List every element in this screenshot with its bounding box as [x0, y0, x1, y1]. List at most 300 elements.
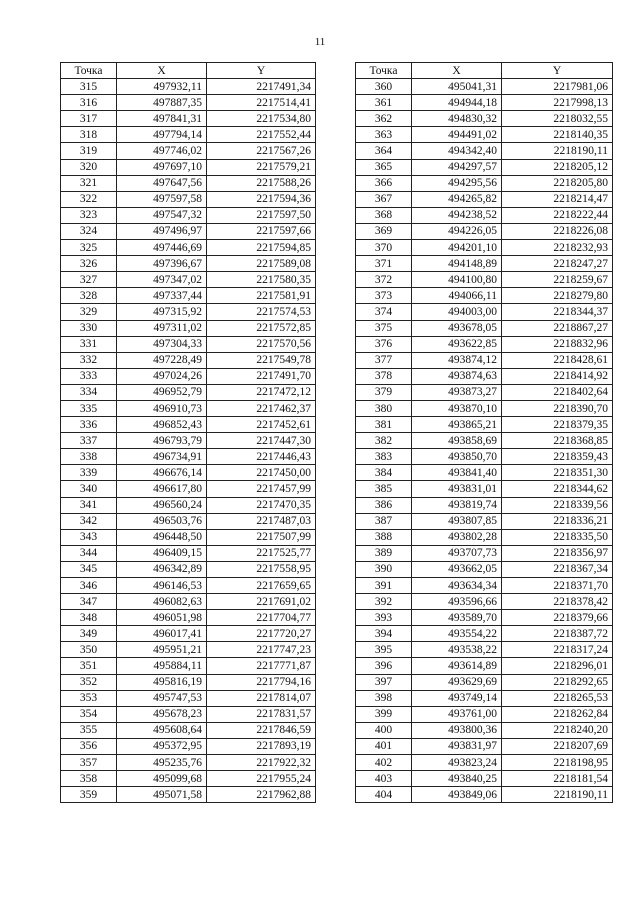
y-coordinate-cell: 2218402,64	[502, 384, 613, 400]
y-coordinate-cell: 2217831,57	[207, 706, 316, 722]
table-row	[356, 578, 613, 594]
table-row	[61, 159, 316, 175]
point-number-cell: 400	[356, 722, 412, 738]
point-number-cell: 338	[61, 449, 117, 465]
point-number-cell: 335	[61, 400, 117, 416]
point-number-cell: 340	[61, 481, 117, 497]
y-coordinate-cell: 2217720,27	[207, 626, 316, 642]
y-coordinate-cell: 2217962,88	[207, 787, 316, 803]
table-row	[356, 111, 613, 127]
x-coordinate-cell: 493823,24	[412, 755, 502, 771]
point-number-cell: 399	[356, 706, 412, 722]
table-row	[61, 79, 316, 95]
point-number-cell: 390	[356, 561, 412, 577]
point-number-cell: 343	[61, 529, 117, 545]
y-coordinate-cell: 2218368,85	[502, 433, 613, 449]
x-coordinate-cell: 494066,11	[412, 288, 502, 304]
y-coordinate-cell: 2218247,27	[502, 256, 613, 272]
y-coordinate-cell: 2217552,44	[207, 127, 316, 143]
y-coordinate-cell: 2217704,77	[207, 610, 316, 626]
header-point: Точка	[61, 63, 117, 79]
table-row	[356, 223, 613, 239]
table-row	[61, 352, 316, 368]
y-coordinate-cell: 2218032,55	[502, 111, 613, 127]
x-coordinate-cell: 497337,44	[117, 288, 207, 304]
point-number-cell: 352	[61, 674, 117, 690]
point-number-cell: 381	[356, 417, 412, 433]
table-row	[356, 417, 613, 433]
table-row	[356, 400, 613, 416]
x-coordinate-cell: 495372,95	[117, 738, 207, 754]
table-row	[61, 545, 316, 561]
x-coordinate-cell: 496734,91	[117, 449, 207, 465]
table-row	[356, 384, 613, 400]
x-coordinate-cell: 496017,41	[117, 626, 207, 642]
y-coordinate-cell: 2217558,95	[207, 561, 316, 577]
y-coordinate-cell: 2218335,50	[502, 529, 613, 545]
x-coordinate-cell: 494295,56	[412, 175, 502, 191]
x-coordinate-cell: 495099,68	[117, 771, 207, 787]
table-header-row	[61, 63, 316, 79]
header-point: Точка	[356, 63, 412, 79]
point-number-cell: 327	[61, 272, 117, 288]
x-coordinate-cell: 493634,34	[412, 578, 502, 594]
x-coordinate-cell: 494238,52	[412, 207, 502, 223]
table-row	[356, 449, 613, 465]
x-coordinate-cell: 494491,02	[412, 127, 502, 143]
table-row	[356, 497, 613, 513]
table-row	[61, 722, 316, 738]
y-coordinate-cell: 2217814,07	[207, 690, 316, 706]
x-coordinate-cell: 496082,63	[117, 594, 207, 610]
table-row	[356, 304, 613, 320]
y-coordinate-cell: 2218198,95	[502, 755, 613, 771]
x-coordinate-cell: 495678,23	[117, 706, 207, 722]
y-coordinate-cell: 2217487,03	[207, 513, 316, 529]
table-row	[356, 738, 613, 754]
y-coordinate-cell: 2217846,59	[207, 722, 316, 738]
table-row	[356, 240, 613, 256]
point-number-cell: 336	[61, 417, 117, 433]
y-coordinate-cell: 2217579,21	[207, 159, 316, 175]
point-number-cell: 345	[61, 561, 117, 577]
point-number-cell: 388	[356, 529, 412, 545]
point-number-cell: 326	[61, 256, 117, 272]
y-coordinate-cell: 2217462,37	[207, 400, 316, 416]
point-number-cell: 324	[61, 223, 117, 239]
x-coordinate-cell: 494100,80	[412, 272, 502, 288]
table-row	[61, 240, 316, 256]
x-coordinate-cell: 493589,70	[412, 610, 502, 626]
point-number-cell: 350	[61, 642, 117, 658]
table-row	[356, 143, 613, 159]
y-coordinate-cell: 2218387,72	[502, 626, 613, 642]
point-number-cell: 359	[61, 787, 117, 803]
table-row	[356, 127, 613, 143]
point-number-cell: 372	[356, 272, 412, 288]
x-coordinate-cell: 495816,19	[117, 674, 207, 690]
table-row	[61, 272, 316, 288]
point-number-cell: 376	[356, 336, 412, 352]
y-coordinate-cell: 2217691,02	[207, 594, 316, 610]
y-coordinate-cell: 2217594,36	[207, 191, 316, 207]
x-coordinate-cell: 496448,50	[117, 529, 207, 545]
point-number-cell: 371	[356, 256, 412, 272]
point-number-cell: 360	[356, 79, 412, 95]
y-coordinate-cell: 2217457,99	[207, 481, 316, 497]
x-coordinate-cell: 493831,97	[412, 738, 502, 754]
table-row	[61, 481, 316, 497]
point-number-cell: 368	[356, 207, 412, 223]
x-coordinate-cell: 496910,73	[117, 400, 207, 416]
table-row	[61, 738, 316, 754]
y-coordinate-cell: 2218222,44	[502, 207, 613, 223]
table-row	[356, 79, 613, 95]
point-number-cell: 366	[356, 175, 412, 191]
x-coordinate-cell: 496146,53	[117, 578, 207, 594]
x-coordinate-cell: 494297,57	[412, 159, 502, 175]
point-number-cell: 379	[356, 384, 412, 400]
x-coordinate-cell: 493800,36	[412, 722, 502, 738]
x-coordinate-cell: 495041,31	[412, 79, 502, 95]
table-row	[61, 497, 316, 513]
point-number-cell: 337	[61, 433, 117, 449]
table-row	[61, 417, 316, 433]
y-coordinate-cell: 2217514,41	[207, 95, 316, 111]
x-coordinate-cell: 493874,63	[412, 368, 502, 384]
x-coordinate-cell: 496676,14	[117, 465, 207, 481]
table-row	[61, 561, 316, 577]
table-row	[356, 626, 613, 642]
y-coordinate-cell: 2218262,84	[502, 706, 613, 722]
point-number-cell: 344	[61, 545, 117, 561]
header-x: X	[412, 63, 502, 79]
x-coordinate-cell: 497347,02	[117, 272, 207, 288]
table-row	[356, 545, 613, 561]
y-coordinate-cell: 2217534,80	[207, 111, 316, 127]
y-coordinate-cell: 2218414,92	[502, 368, 613, 384]
point-number-cell: 318	[61, 127, 117, 143]
point-number-cell: 346	[61, 578, 117, 594]
y-coordinate-cell: 2217470,35	[207, 497, 316, 513]
x-coordinate-cell: 493761,00	[412, 706, 502, 722]
x-coordinate-cell: 493629,69	[412, 674, 502, 690]
header-y: Y	[207, 63, 316, 79]
point-number-cell: 356	[61, 738, 117, 754]
y-coordinate-cell: 2217507,99	[207, 529, 316, 545]
table-row	[61, 642, 316, 658]
y-coordinate-cell: 2218367,34	[502, 561, 613, 577]
point-number-cell: 339	[61, 465, 117, 481]
table-row	[61, 111, 316, 127]
x-coordinate-cell: 497746,02	[117, 143, 207, 159]
point-number-cell: 357	[61, 755, 117, 771]
x-coordinate-cell: 497887,35	[117, 95, 207, 111]
table-row	[356, 159, 613, 175]
table-header-row	[356, 63, 613, 79]
table-row	[61, 207, 316, 223]
y-coordinate-cell: 2218351,30	[502, 465, 613, 481]
y-coordinate-cell: 2217998,13	[502, 95, 613, 111]
y-coordinate-cell: 2218292,65	[502, 674, 613, 690]
table-row	[61, 143, 316, 159]
y-coordinate-cell: 2217525,77	[207, 545, 316, 561]
point-number-cell: 320	[61, 159, 117, 175]
y-coordinate-cell: 2217747,23	[207, 642, 316, 658]
y-coordinate-cell: 2218296,01	[502, 658, 613, 674]
point-number-cell: 383	[356, 449, 412, 465]
y-coordinate-cell: 2217955,24	[207, 771, 316, 787]
x-coordinate-cell: 493614,89	[412, 658, 502, 674]
y-coordinate-cell: 2218240,20	[502, 722, 613, 738]
table-row	[61, 400, 316, 416]
y-coordinate-cell: 2217472,12	[207, 384, 316, 400]
table-row	[356, 481, 613, 497]
point-number-cell: 332	[61, 352, 117, 368]
x-coordinate-cell: 494226,05	[412, 223, 502, 239]
point-number-cell: 367	[356, 191, 412, 207]
point-number-cell: 395	[356, 642, 412, 658]
table-row	[61, 384, 316, 400]
point-number-cell: 325	[61, 240, 117, 256]
point-number-cell: 397	[356, 674, 412, 690]
table-row	[356, 433, 613, 449]
x-coordinate-cell: 496409,15	[117, 545, 207, 561]
y-coordinate-cell: 2217922,32	[207, 755, 316, 771]
point-number-cell: 393	[356, 610, 412, 626]
point-number-cell: 334	[61, 384, 117, 400]
table-row	[61, 336, 316, 352]
x-coordinate-cell: 493538,22	[412, 642, 502, 658]
point-number-cell: 342	[61, 513, 117, 529]
point-number-cell: 329	[61, 304, 117, 320]
point-number-cell: 363	[356, 127, 412, 143]
y-coordinate-cell: 2217452,61	[207, 417, 316, 433]
point-number-cell: 328	[61, 288, 117, 304]
table-row	[356, 706, 613, 722]
x-coordinate-cell: 497315,92	[117, 304, 207, 320]
point-number-cell: 377	[356, 352, 412, 368]
table-row	[61, 127, 316, 143]
x-coordinate-cell: 493662,05	[412, 561, 502, 577]
y-coordinate-cell: 2218190,11	[502, 143, 613, 159]
table-row	[356, 175, 613, 191]
x-coordinate-cell: 497841,31	[117, 111, 207, 127]
point-number-cell: 394	[356, 626, 412, 642]
x-coordinate-cell: 493870,10	[412, 400, 502, 416]
table-row	[61, 626, 316, 642]
table-row	[356, 465, 613, 481]
point-number-cell: 370	[356, 240, 412, 256]
point-number-cell: 375	[356, 320, 412, 336]
y-coordinate-cell: 2218214,47	[502, 191, 613, 207]
y-coordinate-cell: 2217589,08	[207, 256, 316, 272]
y-coordinate-cell: 2218181,54	[502, 771, 613, 787]
point-number-cell: 398	[356, 690, 412, 706]
point-number-cell: 386	[356, 497, 412, 513]
x-coordinate-cell: 493850,70	[412, 449, 502, 465]
x-coordinate-cell: 496852,43	[117, 417, 207, 433]
y-coordinate-cell: 2217893,19	[207, 738, 316, 754]
point-number-cell: 319	[61, 143, 117, 159]
x-coordinate-cell: 496342,89	[117, 561, 207, 577]
x-coordinate-cell: 497697,10	[117, 159, 207, 175]
table-row	[356, 642, 613, 658]
table-row	[61, 658, 316, 674]
x-coordinate-cell: 497794,14	[117, 127, 207, 143]
table-row	[356, 674, 613, 690]
y-coordinate-cell: 2217597,66	[207, 223, 316, 239]
y-coordinate-cell: 2217659,65	[207, 578, 316, 594]
point-number-cell: 403	[356, 771, 412, 787]
x-coordinate-cell: 493622,85	[412, 336, 502, 352]
y-coordinate-cell: 2218339,56	[502, 497, 613, 513]
y-coordinate-cell: 2218379,35	[502, 417, 613, 433]
x-coordinate-cell: 493807,85	[412, 513, 502, 529]
table-row	[356, 658, 613, 674]
point-number-cell: 317	[61, 111, 117, 127]
table-row	[356, 352, 613, 368]
table-row	[61, 578, 316, 594]
point-number-cell: 316	[61, 95, 117, 111]
point-number-cell: 396	[356, 658, 412, 674]
y-coordinate-cell: 2217597,50	[207, 207, 316, 223]
x-coordinate-cell: 497446,69	[117, 240, 207, 256]
x-coordinate-cell: 494201,10	[412, 240, 502, 256]
point-number-cell: 323	[61, 207, 117, 223]
x-coordinate-cell: 494265,82	[412, 191, 502, 207]
point-number-cell: 351	[61, 658, 117, 674]
x-coordinate-cell: 493749,14	[412, 690, 502, 706]
x-coordinate-cell: 493873,27	[412, 384, 502, 400]
table-row	[61, 256, 316, 272]
table-row	[356, 368, 613, 384]
x-coordinate-cell: 493831,01	[412, 481, 502, 497]
table-row	[61, 175, 316, 191]
table-row	[356, 320, 613, 336]
x-coordinate-cell: 496952,79	[117, 384, 207, 400]
y-coordinate-cell: 2217794,16	[207, 674, 316, 690]
x-coordinate-cell: 493849,06	[412, 787, 502, 803]
x-coordinate-cell: 496503,76	[117, 513, 207, 529]
table-row	[61, 95, 316, 111]
page-number: 11	[314, 36, 326, 48]
x-coordinate-cell: 495235,76	[117, 755, 207, 771]
x-coordinate-cell: 497496,97	[117, 223, 207, 239]
point-number-cell: 353	[61, 690, 117, 706]
y-coordinate-cell: 2218344,37	[502, 304, 613, 320]
table-row	[356, 561, 613, 577]
table-row	[61, 787, 316, 803]
point-number-cell: 358	[61, 771, 117, 787]
point-number-cell: 369	[356, 223, 412, 239]
point-number-cell: 347	[61, 594, 117, 610]
x-coordinate-cell: 497547,32	[117, 207, 207, 223]
y-coordinate-cell: 2218259,67	[502, 272, 613, 288]
x-coordinate-cell: 497647,56	[117, 175, 207, 191]
point-number-cell: 362	[356, 111, 412, 127]
x-coordinate-cell: 493840,25	[412, 771, 502, 787]
table-row	[356, 336, 613, 352]
y-coordinate-cell: 2217450,00	[207, 465, 316, 481]
table-row	[61, 465, 316, 481]
table-row	[61, 433, 316, 449]
header-x: X	[117, 63, 207, 79]
y-coordinate-cell: 2218279,80	[502, 288, 613, 304]
table-row	[61, 223, 316, 239]
x-coordinate-cell: 494830,32	[412, 111, 502, 127]
point-number-cell: 349	[61, 626, 117, 642]
point-number-cell: 361	[356, 95, 412, 111]
y-coordinate-cell: 2218265,53	[502, 690, 613, 706]
x-coordinate-cell: 494003,00	[412, 304, 502, 320]
table-row	[61, 706, 316, 722]
table-row	[61, 674, 316, 690]
point-number-cell: 355	[61, 722, 117, 738]
point-number-cell: 333	[61, 368, 117, 384]
x-coordinate-cell: 494148,89	[412, 256, 502, 272]
y-coordinate-cell: 2217572,85	[207, 320, 316, 336]
x-coordinate-cell: 497597,58	[117, 191, 207, 207]
y-coordinate-cell: 2217491,34	[207, 79, 316, 95]
table-row	[61, 320, 316, 336]
table-row	[61, 529, 316, 545]
header-y: Y	[502, 63, 613, 79]
point-number-cell: 402	[356, 755, 412, 771]
point-number-cell: 331	[61, 336, 117, 352]
table-row	[356, 755, 613, 771]
x-coordinate-cell: 495884,11	[117, 658, 207, 674]
table-row	[356, 207, 613, 223]
point-number-cell: 341	[61, 497, 117, 513]
y-coordinate-cell: 2218207,69	[502, 738, 613, 754]
x-coordinate-cell: 497228,49	[117, 352, 207, 368]
coordinates-table-left	[60, 62, 316, 803]
y-coordinate-cell: 2218832,96	[502, 336, 613, 352]
table-row	[356, 690, 613, 706]
point-number-cell: 387	[356, 513, 412, 529]
x-coordinate-cell: 497311,02	[117, 320, 207, 336]
point-number-cell: 380	[356, 400, 412, 416]
point-number-cell: 374	[356, 304, 412, 320]
table-row	[61, 288, 316, 304]
x-coordinate-cell: 495951,21	[117, 642, 207, 658]
y-coordinate-cell: 2217491,70	[207, 368, 316, 384]
y-coordinate-cell: 2217580,35	[207, 272, 316, 288]
x-coordinate-cell: 496617,80	[117, 481, 207, 497]
point-number-cell: 389	[356, 545, 412, 561]
y-coordinate-cell: 2217771,87	[207, 658, 316, 674]
point-number-cell: 391	[356, 578, 412, 594]
y-coordinate-cell: 2218428,61	[502, 352, 613, 368]
x-coordinate-cell: 497304,33	[117, 336, 207, 352]
x-coordinate-cell: 493858,69	[412, 433, 502, 449]
table-row	[356, 191, 613, 207]
point-number-cell: 348	[61, 610, 117, 626]
table-row	[61, 513, 316, 529]
table-row	[356, 787, 613, 803]
y-coordinate-cell: 2217570,56	[207, 336, 316, 352]
table-row	[61, 368, 316, 384]
table-row	[61, 610, 316, 626]
point-number-cell: 373	[356, 288, 412, 304]
y-coordinate-cell: 2217581,91	[207, 288, 316, 304]
coordinates-table-right	[355, 62, 613, 803]
y-coordinate-cell: 2218336,21	[502, 513, 613, 529]
table-row	[61, 449, 316, 465]
x-coordinate-cell: 495608,64	[117, 722, 207, 738]
table-row	[356, 95, 613, 111]
